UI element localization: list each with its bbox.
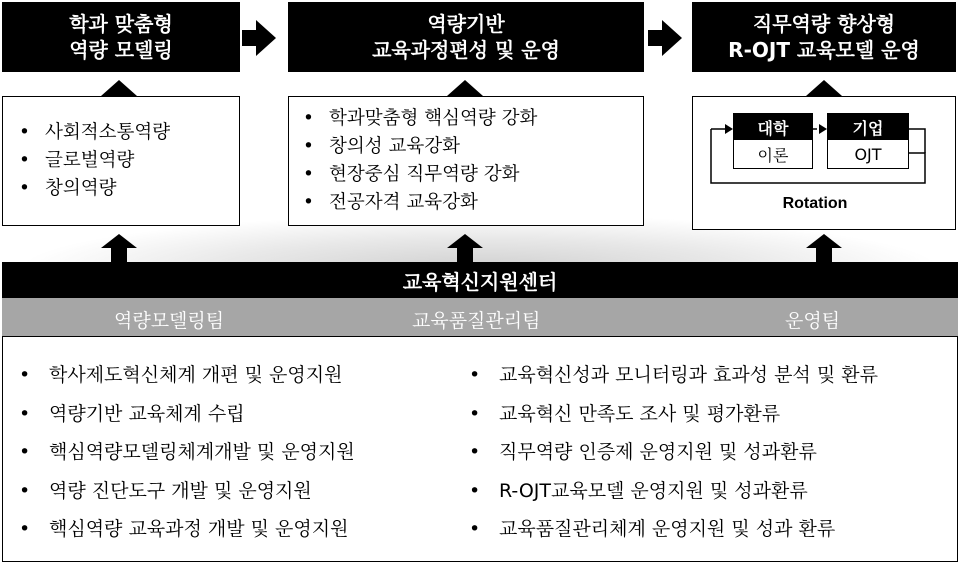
company-card [827,113,909,169]
header-line: 역량기반 [427,12,505,36]
rotation-caption: Rotation [782,195,848,212]
rotation-box [692,96,956,230]
team-label-modeling: 역량모델링팀 [114,310,225,332]
curriculum-list-box [288,96,644,226]
list-item: • 현장중심 직무역량 강화 [303,161,537,189]
list-item: • 핵심역량모델링체계개발 및 운영지원 [19,433,355,472]
list-item: • 교육품질관리체계 운영지원 및 성과 환류 [469,510,878,549]
tasks-box [2,336,958,562]
list-item: • 학과맞춤형 핵심역량 강화 [303,105,537,133]
team-bar [2,298,958,336]
team-label-operation: 운영팀 [785,310,841,332]
company-label: 기업 [828,114,908,140]
list-item: • 핵심역량 교육과정 개발 및 운영지원 [19,510,355,549]
list-item: • 창의성 교육강화 [303,133,537,161]
modeling-task-list [19,356,355,549]
header-rojt-model [692,2,956,72]
list-item: • 학사제도혁신체계 개편 및 운영지원 [19,356,355,395]
competency-list-box [2,96,240,226]
up-arrow-icon [101,234,137,264]
list-item: • 사회적소통역량 [19,119,170,147]
up-triangle-icon [447,80,483,96]
header-line: R-OJT 교육모델 운영 [728,38,920,62]
up-triangle-icon [806,80,842,96]
list-item: • 직무역량 인증제 운영지원 및 성과환류 [469,433,878,472]
header-line: 교육과정편성 및 운영 [372,38,560,62]
ojt-label: OJT [854,144,882,164]
header-curriculum [288,2,644,72]
university-card [733,113,813,169]
theory-label: 이론 [757,145,789,165]
header-competency-modeling [2,2,240,72]
list-item: • 역량기반 교육체계 수립 [19,395,355,434]
header-line: 역량 모델링 [69,38,173,62]
quality-task-list [469,356,878,549]
list-item: • 교육혁신성과 모니터링과 효과성 분석 및 환류 [469,356,878,395]
header-line: 학과 맞춤형 [69,12,173,36]
list-item: • 교육혁신 만족도 조사 및 평가환류 [469,395,878,434]
up-arrow-icon [447,234,483,264]
innovation-center-title: 교육혁신지원센터 [2,262,958,298]
university-label: 대학 [734,114,812,140]
team-label-quality: 교육품질관리팀 [412,310,541,332]
list-item: • R-OJT교육모델 운영지원 및 성과환류 [469,472,878,511]
up-arrow-icon [806,234,842,264]
list-item: • 전공자격 교육강화 [303,189,537,217]
list-item: • 역량 진단도구 개발 및 운영지원 [19,472,355,511]
list-item: • 글로벌역량 [19,147,170,175]
header-line: 직무역량 향상형 [752,12,896,36]
list-item: • 창의역량 [19,175,170,203]
up-triangle-icon [101,80,137,96]
